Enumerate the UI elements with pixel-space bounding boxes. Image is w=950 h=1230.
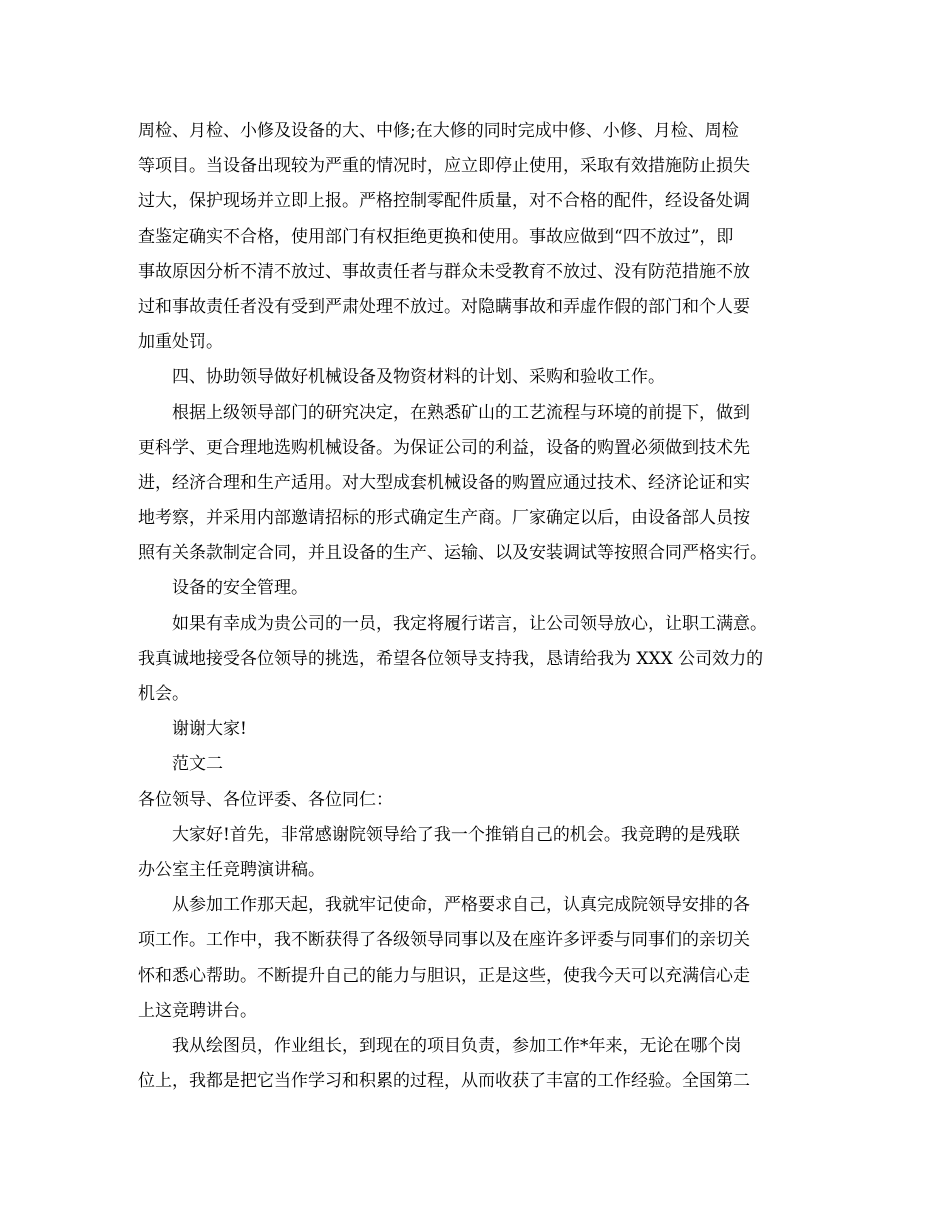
text-line: 过大，保护现场并立即上报。严格控制零配件质量，对不合格的配件，经设备处调: [138, 191, 750, 212]
document-body: [138, 114, 823, 1099]
text-line: 事故原因分析不清不放过、事故责任者与群众未受教育不放过、没有防范措施不放: [138, 261, 750, 282]
text-line: 地考察，并采用内部邀请招标的形式确定生产商。厂家确定以后，由设备部人员按: [138, 508, 750, 529]
text-line: 大家好!首先，非常感谢院领导给了我一个推销自己的机会。我竞聘的是残联: [172, 824, 740, 845]
text-line: 过和事故责任者没有受到严肃处理不放过。对隐瞒事故和弄虚作假的部门和个人要: [138, 296, 750, 317]
text-line: 机会。: [138, 684, 189, 704]
text-line: 根据上级领导部门的研究决定，在熟悉矿山的工艺流程与环境的前提下，做到: [172, 402, 750, 423]
text-line: 四、协助领导做好机械设备及物资材料的计划、采购和验收工作。: [172, 367, 665, 388]
text-line: 照有关条款制定合同，并且设备的生产、运输、以及安装调试等按照合同严格实行。: [138, 543, 767, 564]
text-line: 各位领导、各位评委、各位同仁：: [138, 789, 393, 810]
text-line: 如果有幸成为贵公司的一员，我定将履行诺言，让公司领导放心，让职工满意。: [172, 613, 767, 634]
text-line: 加重处罚。: [138, 332, 223, 353]
text-line: 查鉴定确实不合格，使用部门有权拒绝更换和使用。事故应做到“四不放过”，即: [138, 226, 734, 247]
text-line: 谢谢大家!: [172, 719, 247, 740]
text-line: 我从绘图员，作业组长，到现在的项目负责，参加工作*年来，无论在哪个岗: [172, 1035, 742, 1056]
text-line: 设备的安全管理。: [172, 578, 308, 599]
text-line: 上这竞聘讲台。: [138, 1000, 257, 1021]
text-line: 项工作。工作中，我不断获得了各级领导同事以及在座许多评委与同事们的亲切关: [138, 930, 750, 951]
text-line: 我真诚地接受各位领导的挑选，希望各位领导支持我，恳请给我为 XXX 公司效力的: [138, 648, 764, 669]
text-line: 进，经济合理和生产适用。对大型成套机械设备的购置应通过技术、经济论证和实: [138, 472, 750, 493]
text-line: 从参加工作那天起，我就牢记使命，严格要求自己，认真完成院领导安排的各: [172, 895, 750, 916]
text-line: 位上，我都是把它当作学习和积累的过程，从而收获了丰富的工作经验。全国第二: [138, 1071, 750, 1092]
text-line: 办公室主任竞聘演讲稿。: [138, 859, 325, 880]
text-line: 等项目。当设备出现较为严重的情况时，应立即停止使用，采取有效措施防止损失: [138, 156, 750, 177]
text-line: 怀和悉心帮助。不断提升自己的能力与胆识，正是这些，使我今天可以充满信心走: [138, 965, 750, 986]
text-line: 周检、月检、小修及设备的大、中修;在大修的同时完成中修、小修、月检、周检: [138, 121, 739, 141]
text-line: 更科学、更合理地选购机械设备。为保证公司的利益，设备的购置必须做到技术先: [138, 437, 750, 458]
text-line: 范文二: [172, 754, 223, 775]
